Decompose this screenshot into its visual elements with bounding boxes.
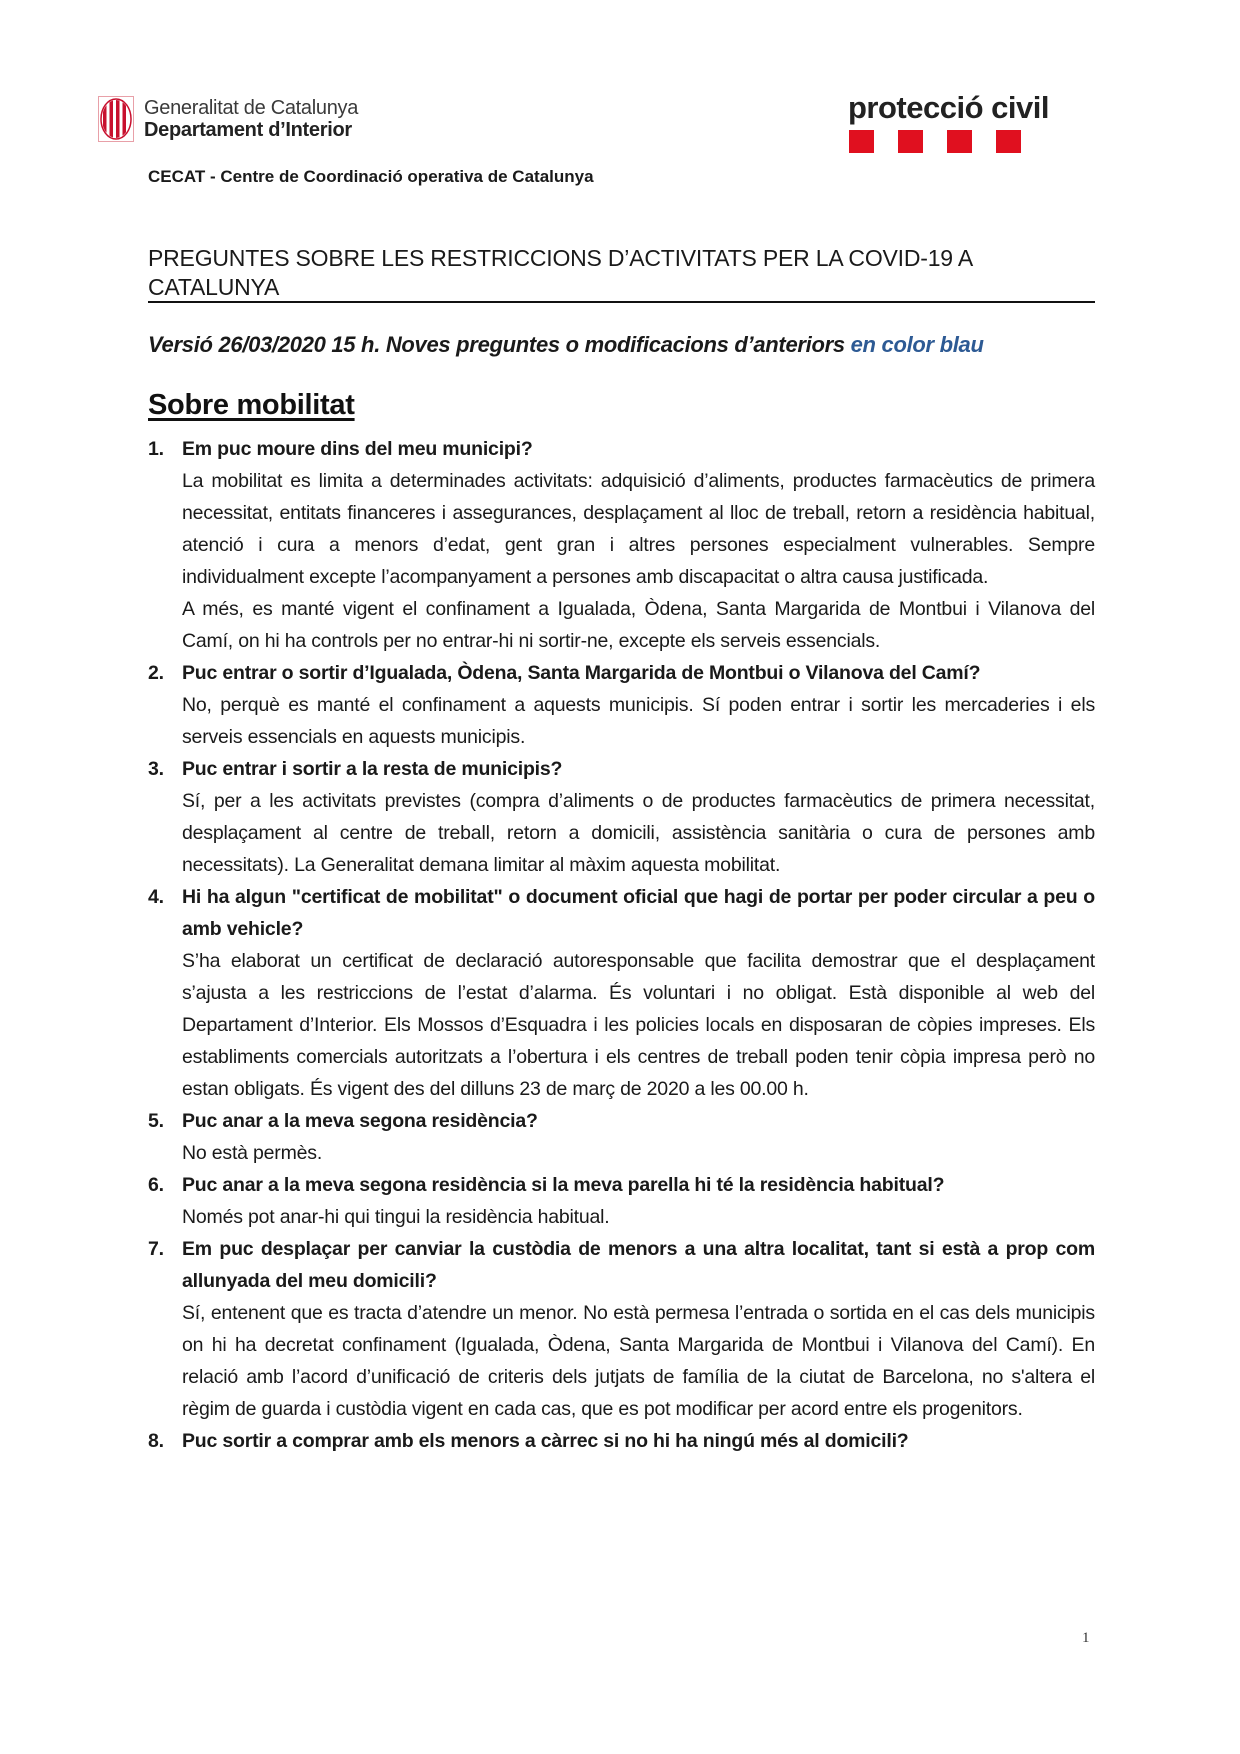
question-text: Puc anar a la meva segona residència? xyxy=(182,1110,538,1132)
question-number: 7. xyxy=(148,1238,164,1260)
question-text: Em puc moure dins del meu municipi? xyxy=(182,438,533,460)
document-title: PREGUNTES SOBRE LES RESTRICCIONS D’ACTIVITATS PER LA COVID-19 A CATALUNYA xyxy=(148,245,972,300)
faq-question xyxy=(148,753,1095,785)
question-text: Puc entrar o sortir d’Igualada, Òdena, Santa Margarida de Montbui o Vilanova del Camí? xyxy=(182,662,981,684)
red-square-icon xyxy=(849,130,874,153)
question-number: 6. xyxy=(148,1174,164,1196)
faq-item xyxy=(148,1425,1095,1457)
generalitat-name: Generalitat de Catalunya xyxy=(144,97,359,119)
answer-paragraph: S’ha elaborat un certificat de declaració autoresponsable que facilita demostrar que el desplaçament s’ajusta a les restriccions de l’estat d’alarma. És voluntari i no obligat. Està disponible al web del Departament d’Interior. Els Mossos d’Esquadra i les policies locals en disposaran de còpies impreses. Els establiments comercials autoritzats a l’obertura i els centres de treball poden tenir còpia impresa però no estan obligats. És vigent des del dilluns 23 de març de 2020 a les 00.00 h. xyxy=(182,950,1095,1100)
answer-paragraph: No està permès. xyxy=(182,1142,323,1164)
faq-question xyxy=(148,433,1095,465)
question-number: 1. xyxy=(148,438,164,460)
faq-item xyxy=(148,1169,1095,1233)
version-blue-text: en color blau xyxy=(850,332,984,357)
question-text: Puc sortir a comprar amb els menors a càrrec si no hi ha ningú més al domicili? xyxy=(182,1430,909,1452)
faq-item xyxy=(148,433,1095,657)
faq-item xyxy=(148,657,1095,753)
question-number: 4. xyxy=(148,886,164,908)
faq-list xyxy=(148,433,1095,1457)
version-text: Versió 26/03/2020 15 h. Noves preguntes o modificacions d’anteriors xyxy=(148,332,851,357)
version-line xyxy=(148,332,984,358)
senyera-shield-icon xyxy=(98,96,134,142)
page-number: 1 xyxy=(1082,1630,1090,1646)
faq-item xyxy=(148,881,1095,1105)
proteccio-civil-squares xyxy=(849,130,1049,153)
proteccio-civil-text: protecció civil xyxy=(848,90,1049,125)
answer-paragraph: Sí, entenent que es tracta d’atendre un menor. No està permesa l’entrada o sortida en el cas dels municipis on hi ha decretat confinament (Igualada, Òdena, Santa Margarida de Montbui i Vilanova del Camí). En relació amb l’acord d’unificació de criteris dels jutjats de família de la ciutat de Barcelona, no s'altera el règim de guarda i custòdia vigent en cada cas, que es pot modificar per acord entre els progenitors. xyxy=(182,1302,1095,1420)
answer-paragraph: No, perquè es manté el confinament a aquests municipis. Sí poden entrar i sortir les mercaderies i els serveis essencials en aquests municipis. xyxy=(182,694,1095,748)
question-number: 5. xyxy=(148,1110,164,1132)
faq-question xyxy=(148,657,1095,689)
section-title: Sobre mobilitat xyxy=(148,389,355,421)
proteccio-civil-logo xyxy=(848,92,1049,153)
question-number: 2. xyxy=(148,662,164,684)
question-number: 8. xyxy=(148,1430,164,1452)
faq-item xyxy=(148,1105,1095,1169)
faq-question xyxy=(148,1425,1095,1457)
faq-question xyxy=(148,1105,1095,1137)
question-text: Em puc desplaçar per canviar la custòdia de menors a una altra localitat, tant si està a prop com allunyada del meu domicili? xyxy=(182,1238,1095,1292)
question-number: 3. xyxy=(148,758,164,780)
red-square-icon xyxy=(898,130,923,153)
question-text: Puc entrar i sortir a la resta de municipis? xyxy=(182,758,563,780)
red-square-icon xyxy=(996,130,1021,153)
generalitat-logo xyxy=(98,96,358,142)
question-text: Hi ha algun "certificat de mobilitat" o document oficial que hagi de portar per poder circular a peu o amb vehicle? xyxy=(182,886,1095,940)
faq-question xyxy=(148,881,1095,945)
faq-question xyxy=(148,1169,1095,1201)
faq-question xyxy=(148,1233,1095,1297)
department-name: Departament d’Interior xyxy=(144,119,352,141)
answer-paragraph: Només pot anar-hi qui tingui la residència habitual. xyxy=(182,1206,610,1228)
faq-item xyxy=(148,753,1095,881)
question-text: Puc anar a la meva segona residència si la meva parella hi té la residència habitual? xyxy=(182,1174,945,1196)
red-square-icon xyxy=(947,130,972,153)
title-divider xyxy=(148,301,1095,303)
answer-paragraph: Sí, per a les activitats previstes (compra d’aliments o de productes farmacèutics de primera necessitat, desplaçament al centre de treball, retorn a domicili, assistència sanitària o cura de persones amb necessitats). La Generalitat demana limitar al màxim aquesta mobilitat. xyxy=(182,790,1095,876)
faq-item xyxy=(148,1233,1095,1425)
cecat-header: CECAT - Centre de Coordinació operativa de Catalunya xyxy=(148,167,594,186)
answer-paragraph: A més, es manté vigent el confinament a Igualada, Òdena, Santa Margarida de Montbui i Vilanova del Camí, on hi ha controls per no entrar-hi ni sortir-ne, excepte els serveis essencials. xyxy=(182,598,1095,652)
answer-paragraph: La mobilitat es limita a determinades activitats: adquisició d’aliments, productes farmacèutics de primera necessitat, entitats financeres i assegurances, desplaçament al lloc de treball, retorn a residència habitual, atenció i cura a menors d’edat, gent gran i altres persones especialment vulnerables. Sempre individualment excepte l’acompanyament a persones amb discapacitat o altra causa justificada. xyxy=(182,470,1095,588)
